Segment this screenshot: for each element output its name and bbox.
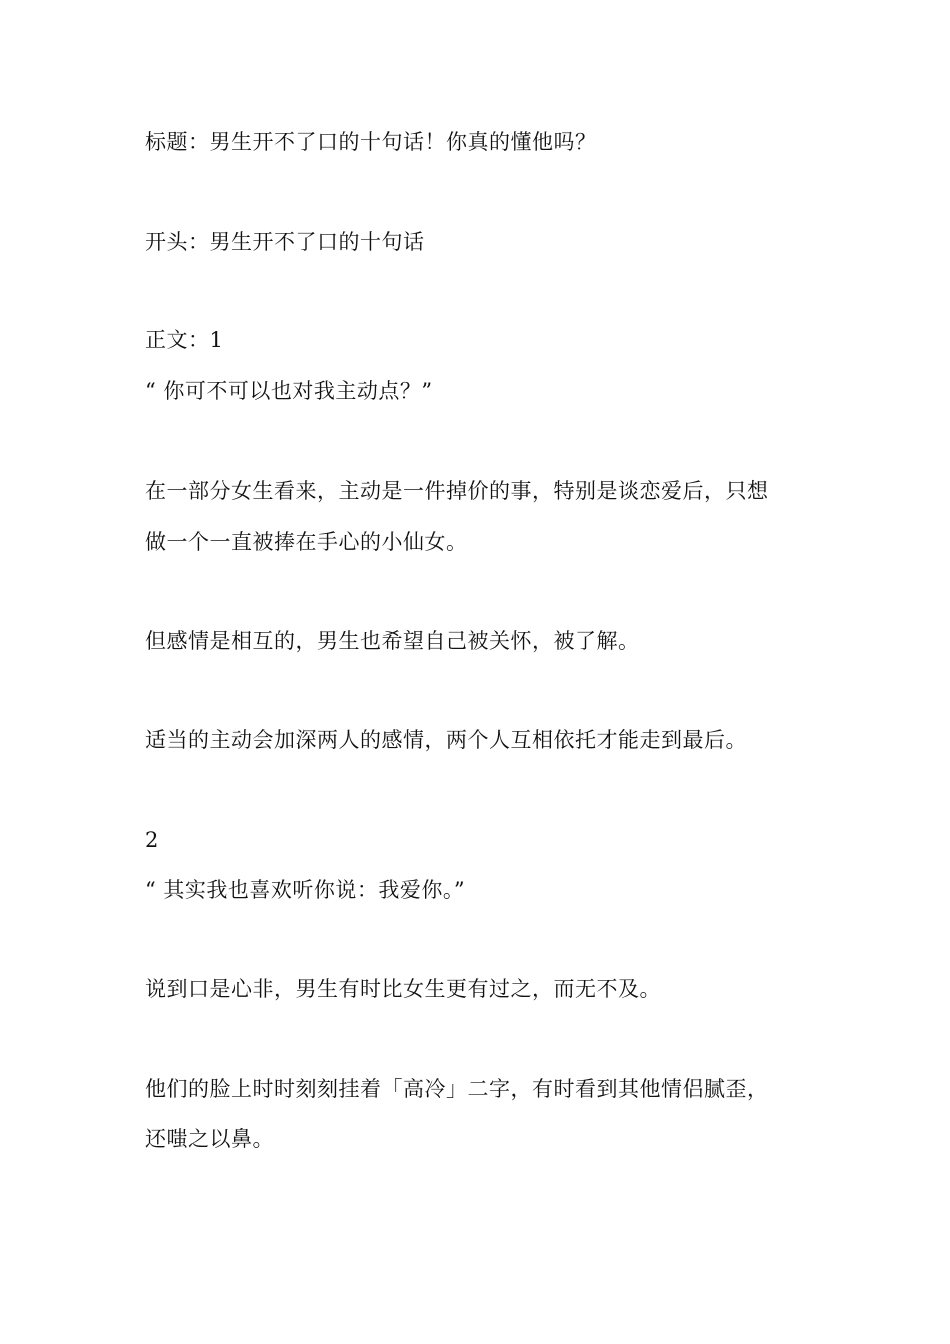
paragraph-5-line-1: 他们的脸上时时刻刻挂着「高冷」二字，有时看到其他情侣腻歪， — [145, 1077, 769, 1101]
quote-1: “ 你可不可以也对我主动点？” — [145, 379, 433, 403]
paragraph-4: 说到口是心非，男生有时比女生更有过之，而无不及。 — [145, 977, 661, 1001]
paragraph-1-line-2: 做一个一直被捧在手心的小仙女。 — [145, 530, 468, 554]
paragraph-5-line-2: 还嗤之以鼻。 — [145, 1127, 274, 1151]
body-label: 正文：1 — [145, 328, 224, 352]
paragraph-1-line-1: 在一部分女生看来，主动是一件掉价的事，特别是谈恋爱后，只想 — [145, 479, 769, 503]
paragraph-2: 但感情是相互的，男生也希望自己被关怀，被了解。 — [145, 629, 640, 653]
title-line: 标题：男生开不了口的十句话！你真的懂他吗？ — [145, 130, 597, 154]
section-2-number: 2 — [145, 828, 159, 852]
paragraph-3: 适当的主动会加深两人的感情，两个人互相依托才能走到最后。 — [145, 728, 747, 752]
opening-line: 开头：男生开不了口的十句话 — [145, 230, 425, 254]
quote-2: “ 其实我也喜欢听你说：我爱你。” — [145, 878, 466, 902]
